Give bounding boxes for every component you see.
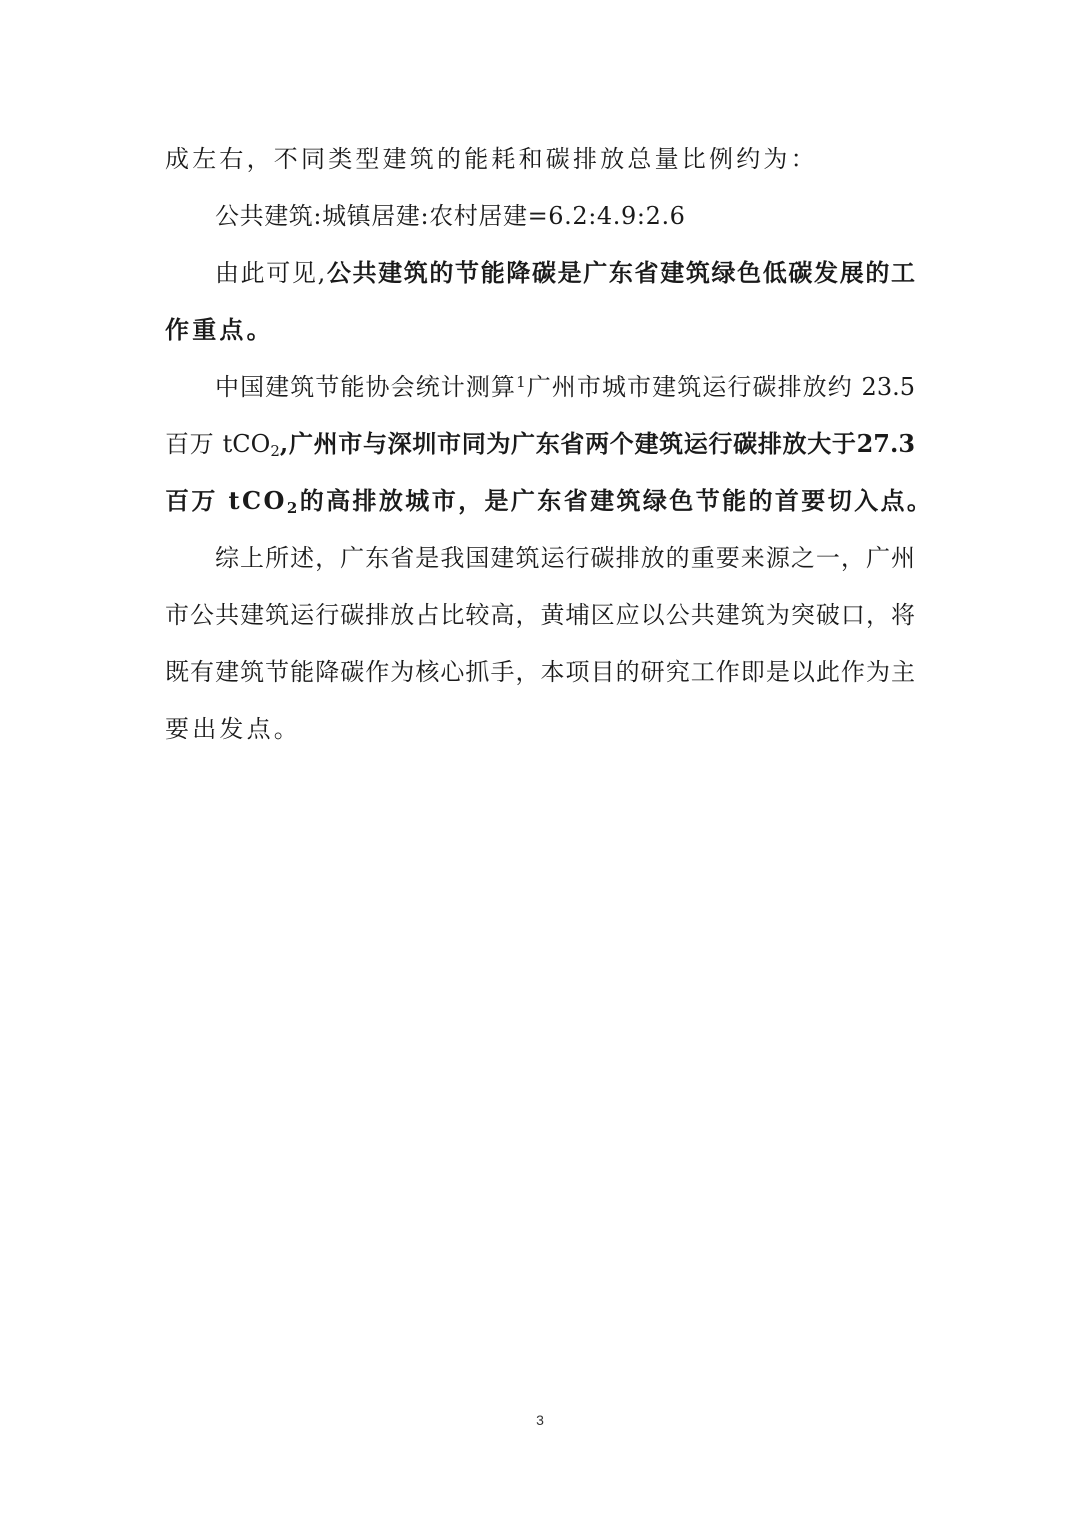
paragraph-1-line-1 <box>165 143 818 175</box>
text-run: 百万 tCO <box>165 430 271 458</box>
paragraph-4-line-3 <box>165 485 933 517</box>
text-run: 由此可见, <box>215 259 326 287</box>
paragraph-5-line-3 <box>165 656 915 688</box>
text-run: 综上所述，广东省是我国建筑运行碳排放的重要来源之一，广州 <box>215 544 915 572</box>
paragraph-4-line-1 <box>215 371 915 403</box>
footnote-marker: 1 <box>516 373 526 391</box>
paragraph-5-line-2 <box>165 599 915 631</box>
subscript: 2 <box>270 442 280 460</box>
text-run: 要出发点。 <box>165 715 301 743</box>
text-run: 既有建筑节能降碳作为核心抓手，本项目的研究工作即是以此作为主 <box>165 658 915 686</box>
paragraph-4-line-2 <box>165 428 915 460</box>
subscript: 2 <box>286 499 300 517</box>
bold-text-run: 公共建筑的节能降碳是广东省建筑绿色低碳发展的工 <box>325 258 915 287</box>
page-number: 3 <box>536 1412 544 1428</box>
bold-number: 27.3 <box>856 429 916 458</box>
paragraph-3-line-2 <box>165 314 274 346</box>
text-run: 成左右，不同类型建筑的能耗和碳排放总量比例约为： <box>165 145 818 173</box>
text-run: 中国建筑节能协会统计测算 <box>215 373 517 401</box>
bold-text-run: 的高排放城市，是广东省建筑绿色节能的首要切入点。 <box>299 486 934 515</box>
bold-text-run: 百万 tCO <box>165 486 287 515</box>
bold-text-run: 作重点。 <box>165 315 274 344</box>
text-run: 广州市城市建筑运行碳排放约 23.5 <box>525 373 915 401</box>
paragraph-5-line-1 <box>215 542 915 574</box>
bold-text-run: ,广州市与深圳市同为广东省两个建筑运行碳排放大于 <box>279 429 857 458</box>
paragraph-3-line-1 <box>215 257 915 289</box>
paragraph-2-ratio <box>215 200 686 232</box>
paragraph-5-line-4 <box>165 713 301 745</box>
text-run: 公共建筑:城镇居建:农村居建=6.2:4.9:2.6 <box>215 202 686 230</box>
text-run: 市公共建筑运行碳排放占比较高，黄埔区应以公共建筑为突破口，将 <box>165 601 915 629</box>
